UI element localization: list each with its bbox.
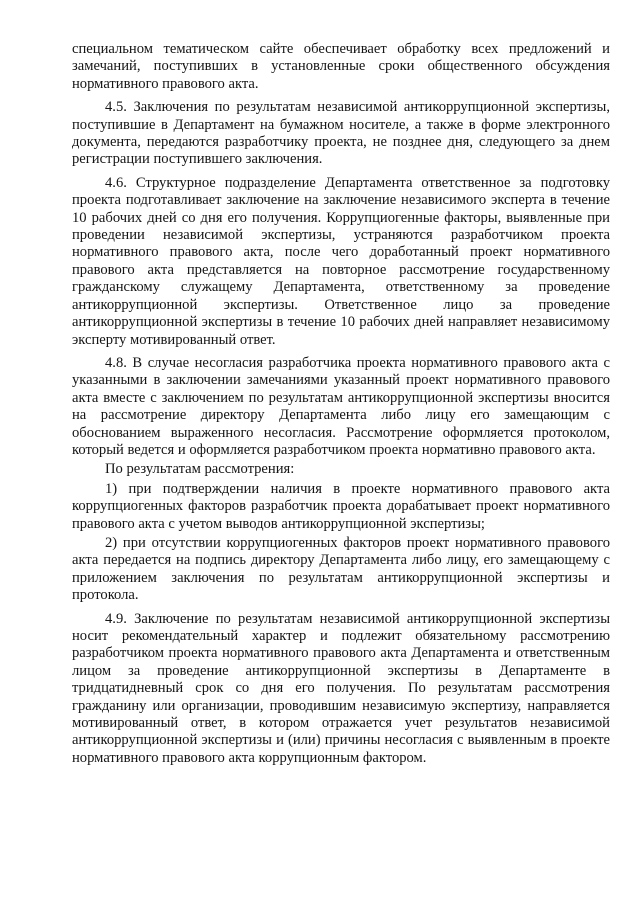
paragraph-item-4-6: 4.6. Структурное подразделение Департамента ответственное за подготовку проекта подготавливает заключение на заключение независимого эксперта в течение 10 рабочих дней со дня его получения. Коррупциогенные факторы, выявленные при проведении независимой экспертизы, устраняются разработчиком проекта нормативного правового акта, после чего доработанный проект нормативного правового акта представляется на повторное рассмотрение государственному гражданскому служащему Департамента, ответственному за проведение антикоррупционной экспертизы. Ответственное лицо за проведение антикоррупционной экспертизы в течение 10 рабочих дней направляет независимому эксперту мотивированный ответ. (72, 174, 610, 348)
paragraph-continuation: специальном тематическом сайте обеспечивает обработку всех предложений и замечаний, поступивших в установленные сроки общественного обсуждения нормативного правового акта. (72, 41, 610, 92)
paragraph-item-4-9: 4.9. Заключение по результатам независимой антикоррупционной экспертизы носит рекомендательный характер и подлежит обязательному рассмотрению разработчиком проекта нормативного правового акта Департамента и ответственным лицом за проведение антикоррупционной экспертизы в Департаменте в тридцатидневный срок со дня его получения. По результатам рассмотрения гражданину или организации, проводившим независимую экспертизу, направляется мотивированный ответ, в котором отражается учет результатов независимой антикоррупционной экспертизы и (или) причины несогласия с выявленным в проекте нормативного правового акта коррупционным фактором. (72, 610, 610, 766)
paragraph-review-intro: По результатам рассмотрения: (105, 461, 295, 478)
paragraph-item-4-8: 4.8. В случае несогласия разработчика проекта нормативного правового акта с указанными в заключении замечаниями указанный проект нормативного правового акта вместе с заключением по результатам антикоррупционной экспертизы вносится на рассмотрение директору Департамента либо лицу его замещающим с обоснованием выраженного несогласия. Рассмотрение оформляется протоколом, который ведется и оформляется разработчиком проекта нормативно правового акта. (72, 354, 610, 458)
paragraph-review-item-1: 1) при подтверждении наличия в проекте нормативного правового акта коррупциогенных факторов разработчик проекта дорабатывает проект нормативного правового акта с учетом выводов антикоррупционной экспертизы; (72, 480, 610, 532)
paragraph-review-item-2: 2) при отсутствии коррупциогенных факторов проект нормативного правового акта передается на подпись директору Департамента либо лицу, его замещающему с приложением заключения по результатам антикоррупционной экспертизы и протокола. (72, 534, 610, 604)
paragraph-item-4-5: 4.5. Заключения по результатам независимой антикоррупционной экспертизы, поступившие в Департамент на бумажном носителе, а также в форме электронного документа, передаются разработчику проекта, не позднее дня, следующего за днем регистрации поступившего заключения. (72, 99, 610, 168)
